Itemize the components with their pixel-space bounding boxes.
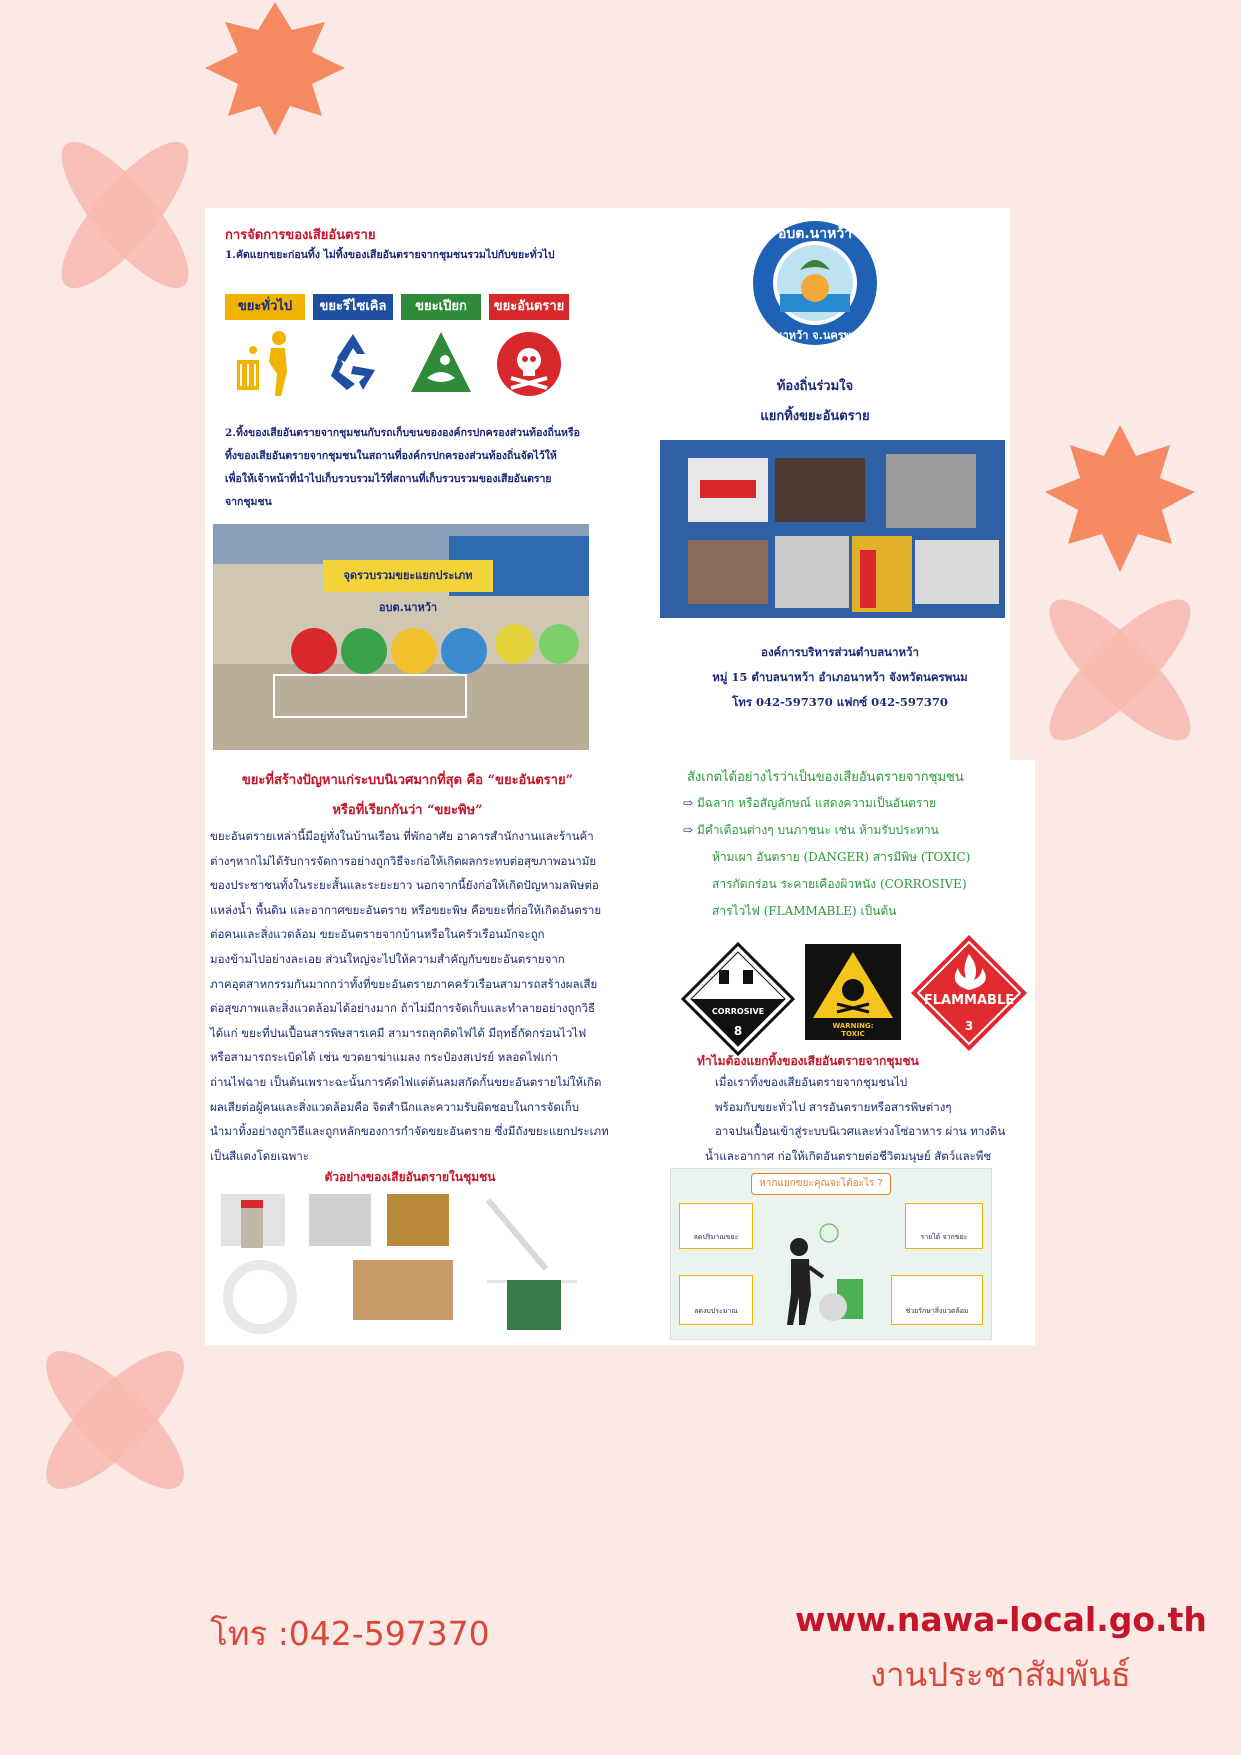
toxic-label-top: WARNING: [832,1022,874,1030]
step2-text [225,422,605,514]
slogan [685,372,945,432]
organization-logo [750,218,880,348]
bin-recycle [313,294,393,406]
brochure-bottom-panel [205,760,1035,1345]
collection-sign: จุดรวบรวมขยะแยกประเภท อบต.นาหว้า [323,560,493,592]
step1-text: 1.คัดแยกขยะก่อนทิ้ง ไม่ทิ้งของเสียอันตรายจากชุมชนรวมไปกับขยะทั่วไป [225,249,555,261]
hazard-management-heading: การจัดการของเสียอันตราย [225,228,376,243]
slogan-line: ท้องถิ่นร่วมใจ [776,379,854,394]
bin-general-label: ขยะทั่วไป [225,294,305,320]
hazard-body-line: หรือสามารถระเบิดได้ เช่น ขวดยาฆ่าแมลง กระป๋องสเปรย์ หลอดไฟเก่า [210,1050,559,1065]
bin-organic-label: ขยะเปียก [401,294,481,320]
org-address: หมู่ 15 ตำบลนาหว้า อำเภอนาหว้า จังหวัดนครพนม [712,670,968,684]
corrosive-label: CORROSIVE [711,1007,765,1016]
step2-line: จากชุมชน [225,496,272,508]
hazard-body-line: เป็นสีแดงโดยเฉพาะ [210,1148,309,1163]
step2-line: ทิ้งของเสียอันตรายจากชุมชนในสถานที่องค์กรปกครองส่วนท้องถิ่นจัดไว้ให้ [225,450,557,462]
why-line: อาจปนเปื้อนเข้าสู่ระบบนิเวศและห่วงโซ่อาหาร ผ่าน ทางดิน [715,1124,1006,1139]
hazard-body-line: ขยะอันตรายเหล่านี้มีอยู่ทั่งในบ้านเรือน ที่พักอาศัย อาคารสำนักงานและร้านค้า [210,829,594,843]
hazard-body-line: ภาคอุตสาหกรรมกันมากกว่าทั้งที่ขยะอันตรายภาคครัวเรือนสามารถสร้างผลเสีย [210,976,598,991]
org-name: องค์การบริหารส่วนตำบลนาหว้า [761,645,919,659]
organization-address [660,640,1020,715]
organic-waste-icon [407,326,475,398]
observe-list [683,790,1013,925]
corrosive-sign-icon [679,940,797,1058]
why-line: น้ำและอากาศ ก่อให้เกิดอันตรายต่อชีวิตมนุษย์ สัตว์และพืช [705,1148,992,1163]
hazard-skull-icon [495,326,563,398]
hazard-body-line: ถ่านไฟฉาย เป็นต้นเพราะฉะนั้นการคัดไฟแต่ต้นลมสกัดกั้นขยะอันตรายไม่ให้เกิด [210,1074,602,1089]
observe-item: ⇨ มีคำเตือนต่างๆ บนภาชนะ เช่น ห้ามรับประทาน [683,823,939,837]
orange-star-decoration-top [200,0,350,140]
hazard-body-line: ต่อสุขภาพและสิ่งแวดล้อมได้อย่างมาก ถ้าไม่มีการจัดเก็บและทำลายอย่างถูกวิธี [210,1001,596,1016]
pink-x-decoration-right [1020,570,1220,770]
bin-general [225,294,305,406]
hazardous-items-photo [660,440,1005,618]
pink-x-decoration-left [30,115,220,315]
hazard-body-line: ต่อคนและสิ่งแวดล้อม ขยะอันตรายจากบ้านหรือในครัวเรือนมักจะถูก [210,927,545,942]
why-line: พร้อมกับขยะทั่วไป สารอันตรายหรือสารพิษต่างๆ [715,1099,952,1114]
orange-star-decoration-right [1040,420,1200,580]
toxic-label-bottom: TOXIC [841,1030,865,1038]
hazard-title [210,766,605,826]
toxic-sign-icon [805,944,901,1040]
arrow-right-icon: ⇨ [683,823,697,837]
why-title: ทำไมต้องแยกทิ้งของเสียอันตรายจากชุมชน [697,1054,919,1068]
general-waste-icon [231,326,299,398]
observe-item: ห้ามเผา อันตราย (DANGER) สารมีพิษ (TOXIC) [712,850,971,864]
hazard-body-line: นำมาทิ้งอย่างถูกวิธีและถูกหลักของการกำจัดขยะอันตราย ซึ่งมีถังขยะแยกประเภท [210,1124,609,1139]
footer-phone: โทร :042-597370 [210,1614,490,1653]
bin-hazardous [489,294,569,406]
hazard-body-line: ของประชาชนทั้งในระยะสั้นและระยะยาว นอกจากนี้ยังก่อให้เกิดปัญหามลพิษต่อ [210,878,599,893]
observe-title: สังเกตได้อย่างไรว่าเป็นของเสียอันตรายจากชุมชน [687,770,964,785]
examples-gallery [217,1190,601,1340]
hazard-body-line: ต่างๆหากไม่ได้รับการจัดการอย่างถูกวิธีจะก่อให้เกิดผลกระทบต่อสุขภาพอนามัย [210,853,597,868]
step2-line: 2.ทิ้งของเสียอันตรายจากชุมชนกับรถเก็บขนขององค์กรปกครองส่วนท้องถิ่นหรือ [225,427,580,439]
examples-title: ตัวอย่างของเสียอันตรายในชุมชน [324,1170,496,1184]
observe-item: ⇨ มีฉลาก หรือสัญลักษณ์ แสดงความเป็นอันตราย [683,796,937,810]
flammable-class: 3 [964,1019,974,1033]
hazard-body-line: ผลเสียต่อผู้คนและสิ่งแวดล้อมคือ จิตสำนึกและความรับผิดชอบในการจัดเก็บ [210,1099,580,1114]
hazard-body-line: ได้แก่ ขยะที่ปนเปื้อนสารพิษสารเคมี สามารถลุกติดไฟได้ มีฤทธิ์กัดกร่อนไวไฟ [210,1025,587,1040]
footer-website-link[interactable]: www.nawa-local.go.th [795,1600,1207,1639]
pink-x-decoration-bottom [15,1330,215,1510]
benefit-save-budget: ลดงบประมาณ [679,1275,753,1325]
benefit-income: รายได้ จากขยะ [905,1203,983,1249]
why-body [705,1070,1025,1168]
step2-line: เพื่อให้เจ้าหน้าที่นำไปเก็บรวบรวมไว้ที่สถานที่เก็บรวบรวมของเสียอันตราย [225,473,552,485]
hazard-body [210,824,610,1168]
corrosive-class: 8 [733,1024,743,1038]
flammable-label: FLAMMABLE [923,993,1015,1008]
observe-item: สารกัดกร่อน ระคายเคืองผิวหนัง (CORROSIVE) [712,877,967,891]
benefit-reduce-waste: ลดปริมาณขยะ [679,1203,753,1249]
bin-hazardous-label: ขยะอันตราย [489,294,569,320]
bin-recycle-label: ขยะรีไซเคิล [313,294,393,320]
hazard-title-line: หรือที่เรียกกันว่า “ขยะพิษ” [332,803,483,818]
observe-item: สารไวไฟ (FLAMMABLE) เป็นต้น [712,904,897,918]
benefit-environment: ช่วยรักษาสิ่งแวดล้อม [891,1275,983,1325]
brochure-top-panel [205,208,1010,760]
benefits-infographic [670,1168,992,1340]
recycle-icon [319,326,387,398]
why-line: เมื่อเราทิ้งของเสียอันตรายจากชุมชนไป [715,1075,908,1089]
hazard-title-line: ขยะที่สร้างปัญหาแก่ระบบนิเวศมากที่สุด คือ “ขยะอันตราย” [241,773,574,788]
infographic-title: หากแยกขยะคุณจะได้อะไร ? [751,1173,891,1195]
slogan-line: แยกทิ้งขยะอันตราย [760,409,870,424]
org-contact: โทร 042-597370 แฟกซ์ 042-597370 [732,695,948,709]
arrow-right-icon: ⇨ [683,796,697,810]
person-sorting-waste-icon [777,1219,887,1329]
collection-point-photo [213,524,589,750]
hazard-body-line: มองข้ามไปอย่างละเอย ส่วนใหญ่จะไปให้ความสำคัญกับขยะอันตรายจาก [210,951,565,966]
logo-bottom-text: อ.นาหว้า จ.นครพนม [764,329,866,342]
footer-department: งานประชาสัมพันธ์ [870,1655,1131,1694]
flammable-sign-icon [908,932,1030,1054]
logo-top-text: อบต.นาหว้า [777,226,853,242]
hazard-body-line: แหล่งน้ำ พื้นดิน และอากาศขยะอันตราย หรือขยะพิษ คือขยะที่ก่อให้เกิดอันตราย [210,902,602,917]
bin-organic [401,294,481,406]
